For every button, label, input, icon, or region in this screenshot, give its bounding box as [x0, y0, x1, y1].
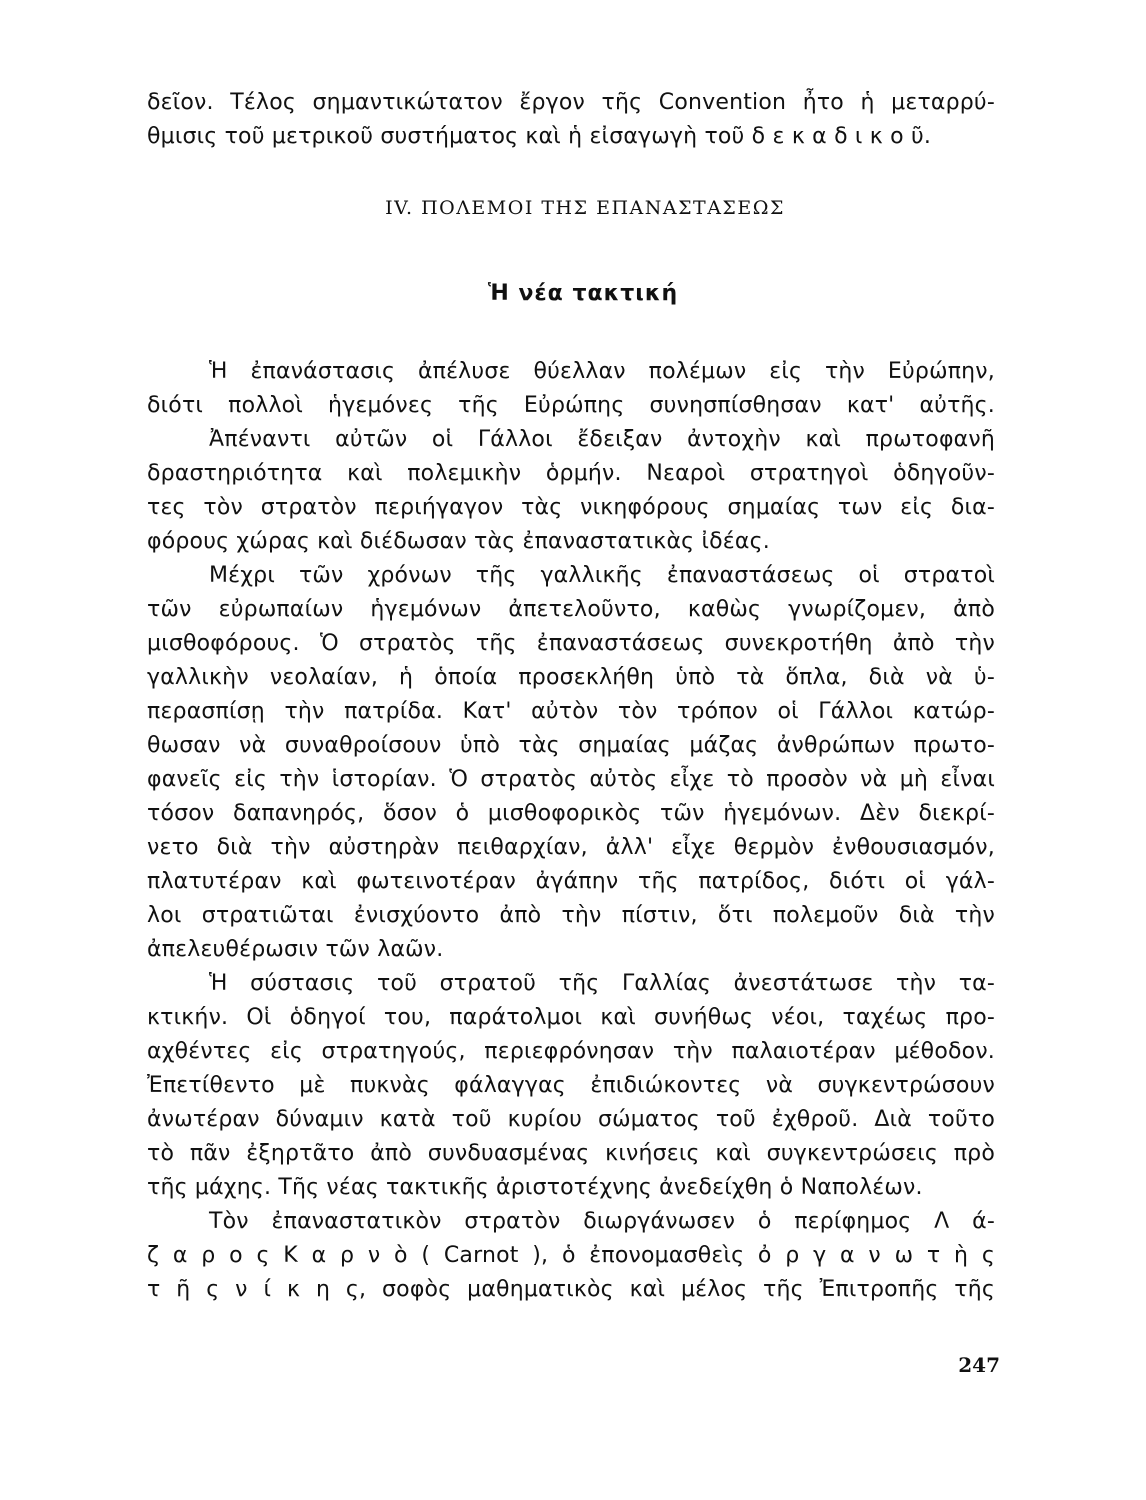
body-text: [147, 355, 995, 1307]
text-line: περασπίσῃ τὴν πατρίδα. Κατ' αὐτὸν τὸν τρόπον οἱ Γάλλοι κατώρ-: [147, 699, 995, 724]
text-line: τὸ πᾶν ἐξηρτᾶτο ἀπὸ συνδυασμένας κινήσεις καὶ συγκεντρώσεις πρὸ: [147, 1141, 995, 1166]
page-number: 247: [958, 1353, 1000, 1377]
text-line: ἀνωτέραν δύναμιν κατὰ τοῦ κυρίου σώματος τοῦ ἐχθροῦ. Διὰ τοῦτο: [147, 1107, 995, 1132]
text-line: δεῖον. Τέλος σημαντικώτατον ἔργον τῆς Convention ἦτο ἡ μεταρρύ-: [147, 90, 995, 115]
text-line: νετο διὰ τὴν αὐστηρὰν πειθαρχίαν, ἀλλ' εἶχε θερμὸν ἐνθουσιασμόν,: [147, 835, 995, 860]
text-line: τῆς μάχης. Τῆς νέας τακτικῆς ἀριστοτέχνης ἀνεδείχθη ὁ Ναπολέων.: [147, 1175, 923, 1200]
text-line: Ἡ σύστασις τοῦ στρατοῦ τῆς Γαλλίας ἀνεστάτωσε τὴν τα-: [209, 971, 995, 996]
text-line: κτικήν. Οἱ ὁδηγοί του, παράτολμοι καὶ συνήθως νέοι, ταχέως προ-: [147, 1005, 995, 1030]
text-line: αχθέντες εἰς στρατηγούς, περιεφρόνησαν τὴν παλαιοτέραν μέθοδον.: [147, 1039, 995, 1064]
section-heading: IV. ΠΟΛΕΜΟΙ ΤΗΣ ΕΠΑΝΑΣΤΑΣΕΩΣ: [385, 197, 785, 219]
text-line: θμισις τοῦ μετρικοῦ συστήματος καὶ ἡ εἰσαγωγὴ τοῦ δ ε κ α δ ι κ ο ῦ.: [147, 124, 932, 149]
text-line: θωσαν νὰ συναθροίσουν ὑπὸ τὰς σημαίας μάζας ἀνθρώπων πρωτο-: [147, 733, 995, 758]
text-line: ἀπελευθέρωσιν τῶν λαῶν.: [147, 937, 444, 962]
text-line: Τὸν ἐπαναστατικὸν στρατὸν διωργάνωσεν ὁ περίφημος Λ ά-: [209, 1209, 995, 1234]
text-line: Ἡ ἐπανάστασις ἀπέλυσε θύελλαν πολέμων εἰς τὴν Εὐρώπην,: [209, 359, 995, 384]
text-line: φόρους χώρας καὶ διέδωσαν τὰς ἐπαναστατικὰς ἰδέας.: [147, 529, 770, 554]
text-line: γαλλικὴν νεολαίαν, ἡ ὁποία προσεκλήθη ὑπὸ τὰ ὅπλα, διὰ νὰ ὑ-: [147, 665, 995, 690]
subsection-heading: Ἡ νέα τακτική: [487, 281, 679, 306]
text-line: τ ῆ ς ν ί κ η ς, σοφὸς μαθηματικὸς καὶ μέλος τῆς Ἐπιτροπῆς τῆς: [147, 1277, 995, 1302]
text-line: φανεῖς εἰς τὴν ἱστορίαν. Ὁ στρατὸς αὐτὸς εἶχε τὸ προσὸν νὰ μὴ εἶναι: [147, 767, 995, 792]
text-line: τες τὸν στρατὸν περιήγαγον τὰς νικηφόρους σημαίας των εἰς δια-: [147, 495, 995, 520]
text-line: Μέχρι τῶν χρόνων τῆς γαλλικῆς ἐπαναστάσεως οἱ στρατοὶ: [209, 563, 995, 588]
text-line: πλατυτέραν καὶ φωτεινοτέραν ἀγάπην τῆς πατρίδος, διότι οἱ γάλ-: [147, 869, 995, 894]
text-line: τῶν εὐρωπαίων ἡγεμόνων ἀπετελοῦντο, καθὼς γνωρίζομεν, ἀπὸ: [147, 597, 995, 622]
text-line: Ἀπέναντι αὐτῶν οἱ Γάλλοι ἔδειξαν ἀντοχὴν καὶ πρωτοφανῆ: [209, 427, 995, 452]
text-line: μισθοφόρους. Ὁ στρατὸς τῆς ἐπαναστάσεως συνεκροτήθη ἀπὸ τὴν: [147, 631, 995, 656]
text-line: λοι στρατιῶται ἐνισχύοντο ἀπὸ τὴν πίστιν, ὅτι πολεμοῦν διὰ τὴν: [147, 903, 995, 928]
text-line: ζ α ρ ο ς Κ α ρ ν ὸ ( Carnot ), ὁ ἐπονομασθεὶς ὀ ρ γ α ν ω τ ὴ ς: [147, 1243, 995, 1268]
text-line: δραστηριότητα καὶ πολεμικὴν ὁρμήν. Νεαροὶ στρατηγοὶ ὁδηγοῦν-: [147, 461, 995, 486]
text-line: τόσον δαπανηρός, ὅσον ὁ μισθοφορικὸς τῶν ἡγεμόνων. Δὲν διεκρί-: [147, 801, 995, 826]
text-line: Ἐπετίθεντο μὲ πυκνὰς φάλαγγας ἐπιδιώκοντες νὰ συγκεντρώσουν: [147, 1073, 995, 1098]
continued-paragraph: [147, 86, 995, 154]
text-line: διότι πολλοὶ ἡγεμόνες τῆς Εὐρώπης συνησπίσθησαν κατ' αὐτῆς.: [147, 393, 995, 418]
